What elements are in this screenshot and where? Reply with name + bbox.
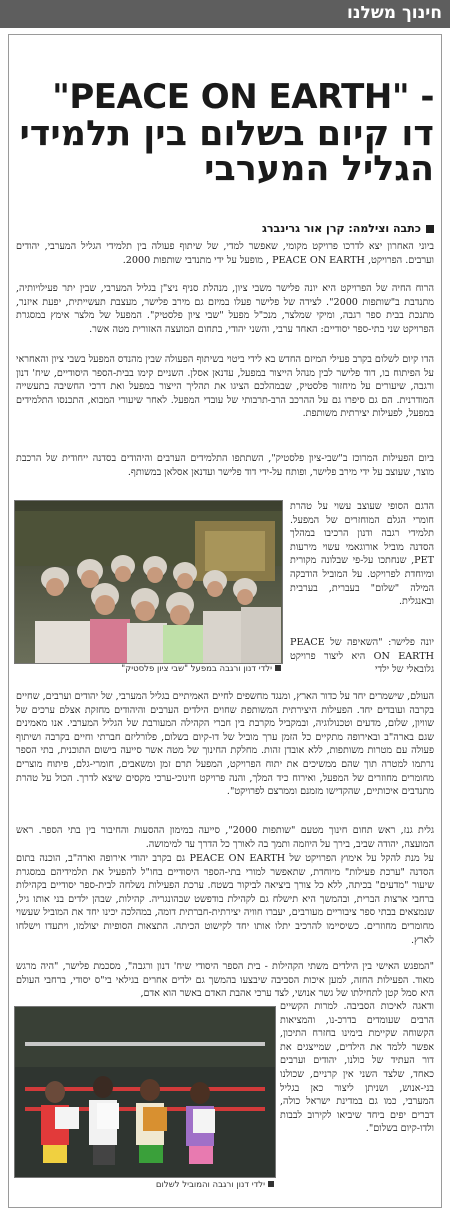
paragraph-intro: ביוני האחרון יצא לדרכו פרויקט מקומי, שאפשר למדי, של שיתוף פעולה בין תלמידי הגליל המערבי, יהודים וערבים. הפרויקט, PEACE ON EARTH , מופעל על ידי מתנדבי שותפות 2000. [16, 241, 434, 266]
paragraph-activity-kit: על מנת להקל על אימוץ הפרויקט של PEACE ON EARTH גם בקרב יהודי אירופה וארה"ב, הוכנה בתום הסדנה "ערכת פעילות" מיוחדת, שתאפשר למורי בתי-הספר היסודיים בחו"ל להפעיל את תלמידיהם במסגרת שיעור "מדעים" בכיתה, ללא כל צורך ביציאה לביקור בשטח. ערכת הפעילות נשלחה לבית-ספר יסודיים בקהילות ברחבי ארצות הברית, ובהמשך היא תישלח גם לקהילת בודפשט שבהונגריה. קהילות, שבהן ילדים בני אותו גיל, שנמצאים בבתי ספר ציבוריים מעורבים, יעברו חוויה יצירתית-חברתית דומה, במהלכה יכינו יחד את המוביל שעשוי מחומרים מחוזרים. כשיסיימו להרכיב יתלו אותו יחד לקישוט הכיתה. התצאות הסופיות יצולמו, ויתעדו וישלחו לארץ. [16, 853, 434, 946]
headline-line-2: דו קיום בשלום בין תלמידי [19, 113, 434, 154]
photo-caption-2 [14, 1180, 274, 1190]
children-mobile-image [15, 1007, 275, 1177]
paragraph-summary: "המפגש האישי בין הילדים משתי הקהילות - בית הספר היסודי שיח' דנון ורגבה", מסכמת פלישר, "היה מרגש מאוד. הפעילות החזה, למען איכות הסביבה שיבצעו בהמשך גם ילדים אחרים בגילאי בי"ס יסודי, ברחבי העולם היא סמל קטן לתחילתו של גשר אנושי, לצד ערכי אהבת האדם באשר הוא אדם, [16, 961, 434, 1000]
paragraph-support: גלית גנז, ראש תחום חינוך מטעם "שותפות 2000", סייעה במימון ההסעות והחיבור בין בתי הספר. ראש המועצה, יהודה שביב, בירך על היוזמה ותמך בה לאורך כל הדרך עד למימושה. [16, 825, 434, 850]
section-title: חינוך משלנו [347, 3, 442, 23]
headline-line-3: הגליל המערבי [204, 149, 434, 190]
headline-line-1: - "PEACE ON EARTH" [52, 77, 434, 117]
photo-caption-1-text: ילדי דנון ורגבה במפעל "שבי ציון פלסטיק" [121, 664, 272, 674]
square-bullet-icon [268, 1181, 274, 1187]
photo-children-mobile [14, 1006, 276, 1178]
paragraph-people: הרוח החיה של הפרויקט היא יונה פלישר משבי ציון, מנהלת סניף ניצ"ן בגליל המערבי, שבין יתר פעילויותיה, מתנדבת ב"שותפות 2000". לצידה של פלישר פעלו במיזם גם מירב פלישר, מעצבת תעשייתית, יפעת איזנר, מתנכת בבית ספר רגבה, ומיקי שמלצר, מנכ"ל מפעל "שבי ציון פלסטיק". המפעל של מלצר אימץ במסגרת הפרויקט שני בתי-ספר יסודיים: האחד ערבי, והשני יהודי, בתחום המועצה האזורית מטה אשר. [16, 283, 434, 335]
paragraph-quote-start: יונה פלישר: "השאיפה של PEACE ON EARTH היא ליצור פרויקט גלובאלי של ילדי [290, 637, 435, 676]
photo-caption-1 [14, 664, 281, 674]
paragraph-model: הדגם הסופי שעוצב עשוי על טהרת חומרי הגלם המוחזרים של המפעל. תלמידי רגבה ודנון הרכיבו במהלך הסדנה מוביל אורוגאמי עשוי מירעות PET, שנחתכו על-פי שבלונה מקורית ומיוחדת לפרויקט. על המוביל הודבקה המילה "שלום" בעברית, בערבית ובאנגלית. [290, 501, 434, 608]
paragraph-quote: העולם, שישמרים יחד על כדור הארץ, ומנגד מחשפים לחיים האמיתיים בגליל המערבי, של יהודים וערבים, שחיים בקרבה ועובדים יחד. הפעילות היצירתית המשותפת שחוים הילדים הערבים והיהודים מחזקת אצלם ערכים של שוויון, שלום, מדעים וטכנולוגיה, ובמקביל מקרבת בין חברי הקהילה המעורבת של הגליל המערבי. אנו מאמינים שגם בארה"ב ובאירופה מתקיים כל הזמן ערך מוביל של דו-קיום בשלום, פלורליזם חברתי וחיים בקרבה ושיתוף פעולה עם מטרות משותפות, ללא אובדן זהות. מחלקת החינוך של מטה אשר סייעה בישום התוכנית, בתי הספר נרתמו למטרה תוך שהם ממשיכים את יתוח הפרויקט, המפעל תרם זמן ומשאבים, חומרי-גלם, פיתוח מוצרים מחומרים מחוזרים של המפעל, ואירוח כיד המלך, והנה פרויקט חינוכי-ערכי מקסים שיצא לדרך. הכול על טהרת מתנדבים איכותיים, שהקדישו מזמנם וממרצם לפרויקט". [16, 691, 434, 798]
section-header-bar [0, 0, 450, 28]
paragraph-closing: ודאגה לאיכות הסביבה. למרות הקשיים הרבים שעומדים בדרכ-נו, והמציאות הקשוחה שקיימת בימינו בחזרח התיכון, אפשר ללמד את הילדים, שמייצגים את דור העתיד של כולנו, יהודים וערבים כאחד, שלצד השני אין קרניים, שכולנו בני-אנוש, ושניתן ליצור כאן בגליל המערבי, כמו גם במדינת ישראל כולה, דברים יפים ביחד שיביאו לקירוב לבבות ולדו-קיום בשלום". [280, 1001, 434, 1135]
byline [262, 222, 434, 235]
headline [14, 77, 434, 190]
paragraph-workshop: ביום הפעילות המרוכז ב"שבי-ציון פלסטיק", השתתפו התלמידים הערבים והיהודים בסדנה ייחודית של הרכבת מוצר, שעוצב על ידי מירב פלישר, ופותח על-ידי דוד פלישר ועדנאן אסלאן במשותף. [16, 453, 434, 478]
square-bullet-icon [275, 665, 281, 671]
photo-caption-2-text: ילדי דנון ורגבה והמוביל לשלום [155, 1180, 265, 1190]
photo-children-factory [14, 500, 283, 664]
paragraph-coexistence: הדו קיום לשלום בקרב פעילי המיזם החדש בא לידי ביטוי בשיתוף הפעולה שבין מהנדס המפעל בשבי ציון והאחראי על הפיתוח בו, דוד פלישר לבין מנהל הייצור במפעל, עדנאן אסלן. השניים קימו בבית-הספר היסודיים, שיח' דנון ורגבה, שיעורים על מיחזור פלסטיק, שבמהלכם הציגו את תהליך הייצור במפעל ואת דרכי החשיבה בתעשייה המודרנית. הם גם סיפרו גם על ההרכב הרב-תרבותי של עובדי המפעל. לאחר שיעורי המבוא, התכנסו התלמידים במפעל, לפעילות יצירתית משותפת. [16, 354, 434, 420]
children-factory-image [15, 501, 282, 663]
square-bullet-icon [426, 225, 434, 233]
byline-text: כתבה וצילמה: קרן אור גרינברג [261, 222, 421, 235]
